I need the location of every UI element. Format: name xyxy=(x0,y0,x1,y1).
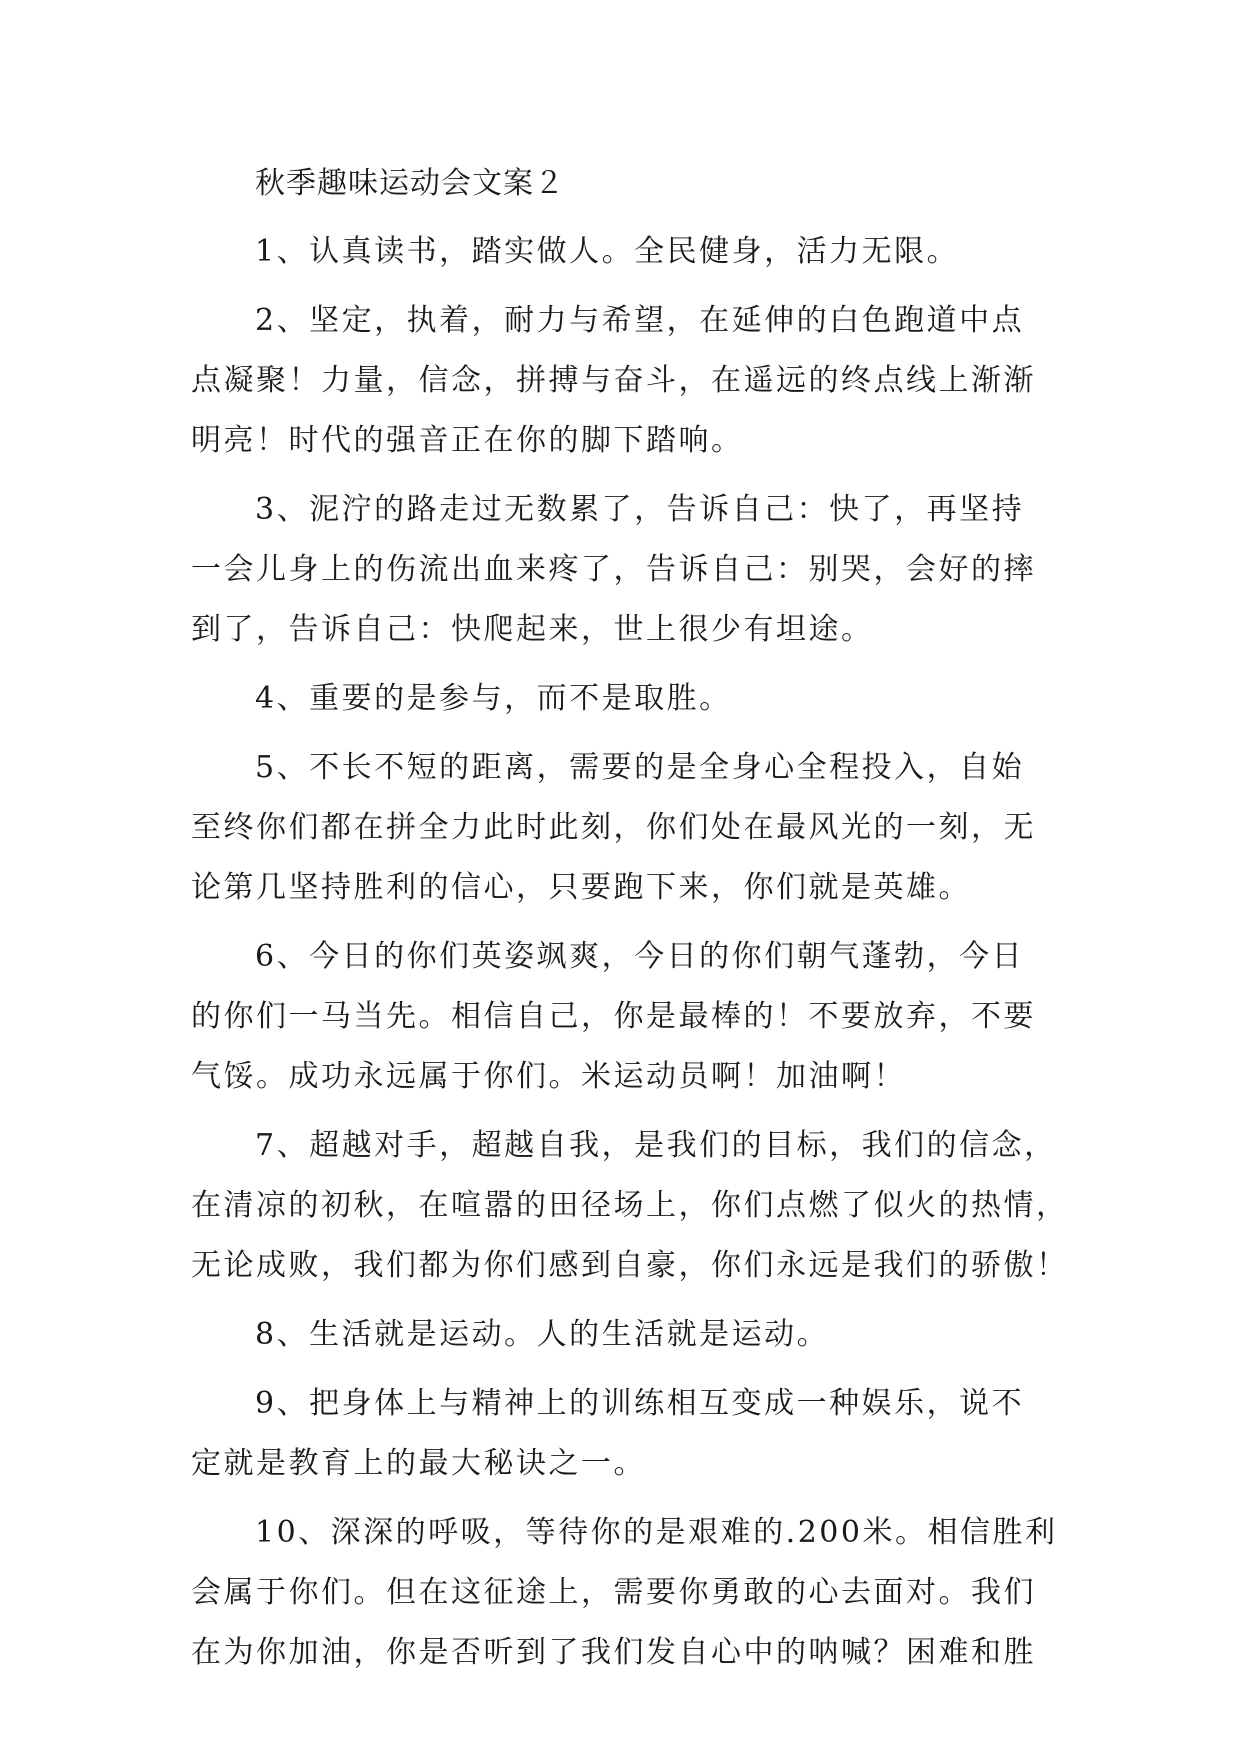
paragraph-line: 气馁。成功永远属于你们。米运动员啊！加油啊！ xyxy=(191,1059,906,1094)
paragraph-line: 论第几坚持胜利的信心，只要跑下来，你们就是英雄。 xyxy=(191,870,971,905)
paragraph-line: 点凝聚！力量，信念，拼搏与奋斗，在遥远的终点线上渐渐 xyxy=(191,363,1036,398)
paragraph-item-7 xyxy=(191,1116,1069,1296)
paragraph-line: 4、重要的是参与，而不是取胜。 xyxy=(255,681,732,716)
document-body xyxy=(191,155,1069,1683)
paragraph-line: 在清凉的初秋，在喧嚣的田径场上，你们点燃了似火的热情， xyxy=(191,1188,1069,1223)
paragraph-line: 明亮！时代的强音正在你的脚下踏响。 xyxy=(191,423,744,458)
paragraph-line: 9、把身体上与精神上的训练相互变成一种娱乐，说不 xyxy=(255,1386,1025,1421)
paragraph-item-9 xyxy=(191,1374,1063,1494)
paragraph-line: 5、不长不短的距离，需要的是全身心全程投入，自始 xyxy=(255,750,1025,785)
document-title: 秋季趣味运动会文案２ xyxy=(255,166,565,201)
paragraph-item-6 xyxy=(191,927,1063,1107)
paragraph-line: 2、坚定，执着，耐力与希望，在延伸的白色跑道中点 xyxy=(255,303,1025,338)
paragraph-item-4 xyxy=(191,669,1063,729)
paragraph-line: 一会儿身上的伤流出血来疼了，告诉自己：别哭，会好的摔 xyxy=(191,552,1036,587)
paragraph-line: 7、超越对手，超越自我，是我们的目标，我们的信念， xyxy=(255,1128,1057,1163)
paragraph-line: 到了，告诉自己：快爬起来，世上很少有坦途。 xyxy=(191,612,874,647)
paragraph-line: 3、泥泞的路走过无数累了，告诉自己：快了，再坚持 xyxy=(255,492,1025,527)
paragraph-line: 无论成败，我们都为你们感到自豪，你们永远是我们的骄傲！ xyxy=(191,1248,1069,1283)
paragraph-item-8 xyxy=(191,1305,1063,1365)
paragraph-item-2 xyxy=(191,291,1063,471)
paragraph-line: 8、生活就是运动。人的生活就是运动。 xyxy=(255,1317,830,1352)
paragraph-line: 在为你加油，你是否听到了我们发自心中的呐喊？困难和胜 xyxy=(191,1635,1036,1670)
paragraph-line: 6、今日的你们英姿飒爽，今日的你们朝气蓬勃，今日 xyxy=(255,939,1025,974)
paragraph-line: 10、深深的呼吸，等待你的是艰难的.200米。相信胜利 xyxy=(255,1515,1058,1550)
paragraph-line: 1、认真读书，踏实做人。全民健身，活力无限。 xyxy=(255,234,960,269)
paragraph-item-3 xyxy=(191,480,1063,660)
paragraph-item-1 xyxy=(191,222,1063,282)
paragraph-line: 至终你们都在拼全力此时此刻，你们处在最风光的一刻，无 xyxy=(191,810,1036,845)
paragraph-line: 的你们一马当先。相信自己，你是最棒的！不要放弃，不要 xyxy=(191,999,1036,1034)
paragraph-item-5 xyxy=(191,738,1063,918)
paragraph-line: 定就是教育上的最大秘诀之一。 xyxy=(191,1446,646,1481)
paragraph-item-10 xyxy=(191,1503,1063,1683)
paragraph-list xyxy=(191,222,1069,1683)
paragraph-line: 会属于你们。但在这征途上，需要你勇敢的心去面对。我们 xyxy=(191,1575,1036,1610)
